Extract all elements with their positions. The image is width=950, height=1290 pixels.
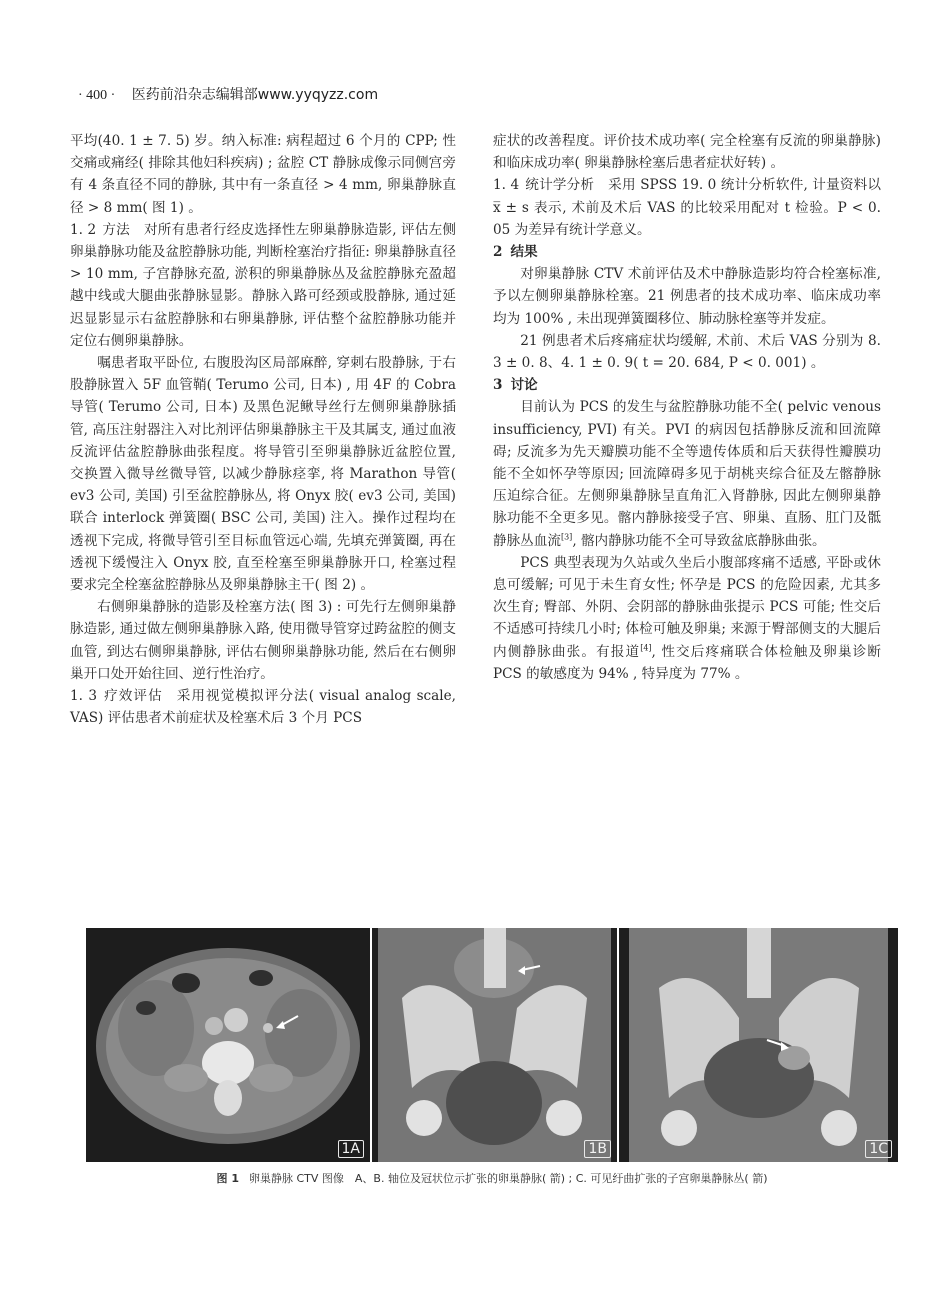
heading-title: 结果 [510,244,538,261]
figure-caption [86,1170,898,1186]
section-text: ± s 表示, 术前及术后 VAS 的比较采用配对 t 检验。 [500,199,838,216]
paragraph-text: , 髂内静脉功能不全可导致盆底静脉曲张。 [572,532,826,549]
panel-label: 1A [338,1140,364,1158]
ct-axial-drawing [86,928,370,1162]
ct-image-coronal [372,928,617,1162]
right-column [493,130,881,685]
heading-results [493,241,881,263]
page-number: · 400 · [78,88,116,103]
section-1-3 [70,685,456,729]
ct-image-coronal-plexus [619,928,898,1162]
heading-number: 3 [493,377,503,394]
section-title: 疗效评估 [103,688,163,705]
section-title: 方法 [102,221,130,238]
section-text: 采用视觉模拟评分法( visual analog scale, VAS) 评估患者术前症状及栓塞术后 3 个月 PCS [70,688,456,727]
figure-1 [86,928,898,1204]
section-number: 1. 2 [70,221,97,238]
section-1-4 [493,174,881,241]
ct-plexus-drawing [619,928,898,1162]
panel-label: 1B [584,1140,611,1158]
paragraph: 21 例患者术后疼痛症状均缓解, 术前、术后 VAS 分别为 8. 3 ± 0. 8、4. 1 ± 0. 9( t = 20. 684, P < 0. 001) 。 [493,332,881,372]
paragraph-text: PCS 典型表现为久站或久坐后小腹部疼痛不适感, 平卧或休息可缓解; 可见于未生育女性; 怀孕是 PCS 的危险因素, 尤其多次生育; 臀部、外阴、会阴部的静脉曲张提示 PCS 可能; 性交后不适感可持续几小时; 体检可触及卵巢; 来源于臀部侧支的大腿后内侧静脉曲张。有报道 [493,554,881,660]
paragraph-text: 目前认为 PCS 的发生与盆腔静脉功能不全( pelvic venous insufficiency, PVI) 有关。PVI 的病因包括静脉反流和回流障碍; 反流多为先天瓣膜功能不全等遗传体质和后天获得性瓣膜功能不全如怀孕等原因; 回流障碍多见于胡桃夹综合征及左髂静脉压迫综合征。左侧卵巢静脉呈直角汇入肾静脉, 因此左侧卵巢静脉功能不全更多见。髂内静脉接受子宫、卵巢、直肠、肛门及骶静脉丛血流 [493,399,881,549]
paragraph-text: , 性交后疼痛联合体检触及卵巢诊断 PCS 的敏感度为 94% , 特异度为 77% 。 [493,643,881,682]
journal-name: 医药前沿杂志编辑部www.yyqyzz.com [131,87,379,103]
section-title: 统计学分析 [525,177,595,194]
heading-discussion [493,374,881,396]
section-text: 对所有患者行经皮选择性左卵巢静脉造影, 评估左侧卵巢静脉功能及盆腔静脉功能, 判断栓塞治疗指征: 卵巢静脉直径 > 10 mm, 子宫静脉充盈, 淤积的卵巢静脉丛及盆腔静脉充盈超越中线或大腿曲张静脉显影。静脉入路可经颈或股静脉, 通过延迟显影显示右盆腔静脉和右卵巢静脉, 评估整个盆腔静脉功能并定位右侧卵巢静脉。 [70,221,457,349]
section-number: 1. 4 [493,177,520,194]
x-bar-symbol: x̅ [493,199,501,216]
paragraph [493,396,881,551]
reference-marker: [4] [640,643,652,653]
left-column [70,130,456,729]
reference-marker: [3] [560,532,573,542]
ct-coronal-drawing [372,928,617,1162]
figure-label: 图 1 [216,1172,239,1185]
paragraph [493,552,881,685]
page-header [78,84,378,104]
paragraph: 右侧卵巢静脉的造影及栓塞方法( 图 3) : 可先行左侧卵巢静脉造影, 通过做左侧卵巢静脉入路, 使用微导管穿过跨盆腔的侧支血管, 到达右侧卵巢静脉, 评估右侧卵巢静脉功能, 然后在右侧卵巢开口处开始往回、逆行性治疗。 [70,599,456,682]
section-number: 1. 3 [70,688,98,705]
paragraph: 症状的改善程度。评价技术成功率( 完全栓塞有反流的卵巢静脉) 和临床成功率( 卵巢静脉栓塞后患者症状好转) 。 [493,133,881,172]
panel-label: 1C [865,1140,892,1158]
section-1-2 [70,219,456,352]
heading-title: 讨论 [510,377,538,394]
caption-text: 卵巢静脉 CTV 图像 A、B. 轴位及冠状位示扩张的卵巢静脉( 箭) ; C. 可见纡曲扩张的子宫卵巢静脉丛( 箭) [248,1172,768,1185]
heading-number: 2 [493,244,503,261]
section-text: P < 0. 05 为差异有统计学意义。 [493,199,881,238]
ct-image-axial [86,928,370,1162]
paragraph: 对卵巢静脉 CTV 术前评估及术中静脉造影均符合栓塞标准, 予以左侧卵巢静脉栓塞。21 例患者的技术成功率、临床成功率均为 100% , 未出现弹簧圈移位、肺动脉栓塞等并发症。 [493,266,881,327]
paragraph: 平均(40. 1 ± 7. 5) 岁。纳入标准: 病程超过 6 个月的 CPP; 性交痛或痛经( 排除其他妇科疾病) ; 盆腔 CT 静脉成像示同侧宫旁有 4 条直径不同的静脉, 其中有一条直径 > 4 mm, 卵巢静脉直径 > 8 mm( 图 1) 。 [70,133,456,216]
section-text: 采用 SPSS 19. 0 统计分析软件, 计量资料以 [608,177,881,194]
paragraph: 嘱患者取平卧位, 右腹股沟区局部麻醉, 穿刺右股静脉, 于右股静脉置入 5F 血管鞘( Terumo 公司, 日本) , 用 4F 的 Cobra 导管( Terumo 公司, 日本) 及黑色泥鳅导丝行左侧卵巢静脉插管, 高压注射器注入对比剂评估卵巢静脉主干及其属支, 通过血液反流评估盆腔静脉曲张程度。将导管引至卵巢静脉近盆腔位置, 交换置入微导丝微导管, 以减少静脉痉挛, 将 Marathon 导管( ev3 公司, 美国) 引至盆腔静脉丛, 将 Onyx 胶( ev3 公司, 美国) 联合 interlock 弹簧圈( BSC 公司, 美国) 注入。操作过程均在透视下完成, 将微导管引至目标血管远心端, 先填充弹簧圈, 再在透视下缓慢注入 Onyx 胶, 直至栓塞至卵巢静脉开口, 栓塞过程要求完全栓塞盆腔静脉丛及卵巢静脉主干( 图 2) 。 [70,355,456,594]
